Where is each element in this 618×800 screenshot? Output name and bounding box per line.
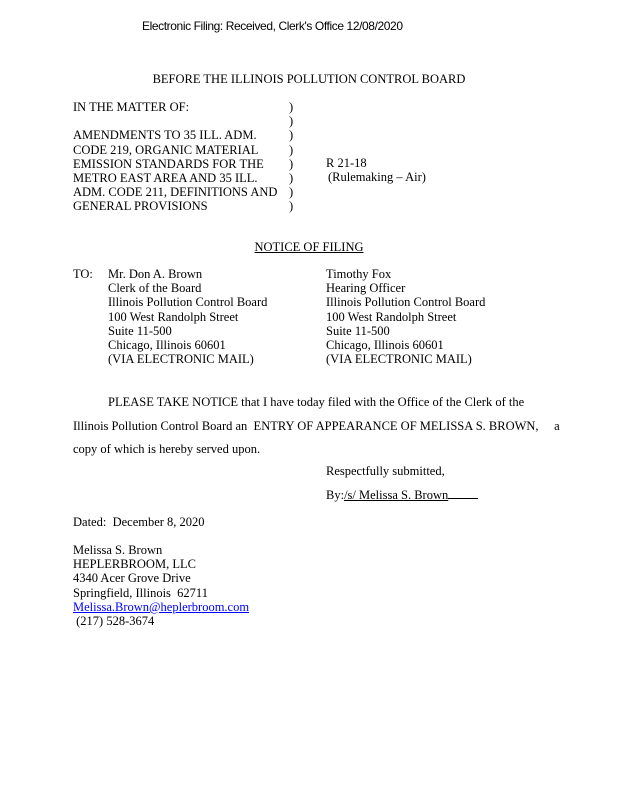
- address-line: Mr. Don A. Brown: [108, 267, 203, 281]
- closing-respectfully: Respectfully submitted,: [326, 464, 445, 478]
- address-line: Chicago, Illinois 60601: [326, 338, 444, 353]
- caption-paren: ): [289, 185, 294, 200]
- address-line: Clerk of the Board: [108, 281, 202, 296]
- caption-paren: ): [289, 114, 294, 129]
- body-line: PLEASE TAKE NOTICE that I have today filed with the Office of the Clerk of the: [108, 395, 525, 409]
- caption-line: IN THE MATTER OF:: [73, 100, 190, 114]
- to-label: TO:: [73, 267, 93, 281]
- contact-name: Melissa S. Brown: [73, 543, 163, 557]
- body-line: Illinois Pollution Control Board an ENTRY OF APPEARANCE OF MELISSA S. BROWN, a: [73, 418, 560, 433]
- date-line: Dated: December 8, 2020: [73, 515, 205, 529]
- caption-paren: ): [289, 128, 294, 143]
- signature-line: [326, 487, 478, 502]
- caption-line: [73, 114, 277, 128]
- caption-line: ADM. CODE 211, DEFINITIONS AND: [73, 185, 278, 200]
- case-number: R 21-18: [326, 156, 367, 170]
- caption-line: EMISSION STANDARDS FOR THE: [73, 156, 264, 171]
- recipient-address-clerk: [108, 267, 267, 366]
- address-line: Illinois Pollution Control Board: [326, 295, 486, 310]
- contact-phone: (217) 528-3674: [73, 614, 155, 629]
- caption-line: CODE 219, ORGANIC MATERIAL: [73, 142, 259, 157]
- address-line: Suite 11-500: [326, 323, 390, 338]
- notice-body: [73, 391, 560, 462]
- address-line: Suite 11-500: [108, 323, 172, 338]
- caption-paren: ): [289, 142, 294, 157]
- address-line: 100 West Randolph Street: [108, 309, 239, 324]
- body-line: copy of which is hereby served upon.: [73, 442, 261, 456]
- signature-underline: [448, 487, 478, 499]
- address-line: (VIA ELECTRONIC MAIL): [326, 352, 472, 367]
- address-line: Hearing Officer: [326, 281, 406, 296]
- case-caption: [73, 100, 277, 214]
- notice-title: NOTICE OF FILING: [254, 240, 364, 254]
- by-prefix: By:: [326, 488, 345, 502]
- caption-line: GENERAL PROVISIONS: [73, 199, 208, 214]
- filing-stamp-header: Electronic Filing: Received, Clerk's Office 12/08/2020: [142, 19, 403, 33]
- board-title: BEFORE THE ILLINOIS POLLUTION CONTROL BOARD: [152, 72, 466, 86]
- address-line: 100 West Randolph Street: [326, 309, 457, 324]
- caption-line: AMENDMENTS TO 35 ILL. ADM.: [73, 128, 257, 143]
- caption-paren: ): [289, 156, 294, 171]
- attorney-contact-block: [73, 543, 249, 628]
- contact-street: 4340 Acer Grove Drive: [73, 571, 191, 586]
- case-type: (Rulemaking – Air): [328, 170, 426, 185]
- address-line: Chicago, Illinois 60601: [108, 338, 226, 353]
- caption-paren: ): [289, 199, 294, 214]
- signature: /s/ Melissa S. Brown: [344, 488, 449, 502]
- address-line: Timothy Fox: [326, 267, 392, 281]
- caption-paren: ): [289, 170, 294, 185]
- address-line: (VIA ELECTRONIC MAIL): [108, 352, 254, 367]
- email-link[interactable]: Melissa.Brown@heplerbroom.com: [73, 599, 250, 614]
- address-line: Illinois Pollution Control Board: [108, 295, 268, 310]
- caption-paren: ): [289, 100, 294, 114]
- case-identifier: [326, 156, 426, 184]
- contact-city: Springfield, Illinois 62711: [73, 585, 208, 600]
- recipient-address-hearing-officer: [326, 267, 485, 366]
- caption-line: METRO EAST AREA AND 35 ILL.: [73, 171, 258, 186]
- contact-firm: HEPLERBROOM, LLC: [73, 557, 196, 572]
- caption-parens: [289, 100, 293, 214]
